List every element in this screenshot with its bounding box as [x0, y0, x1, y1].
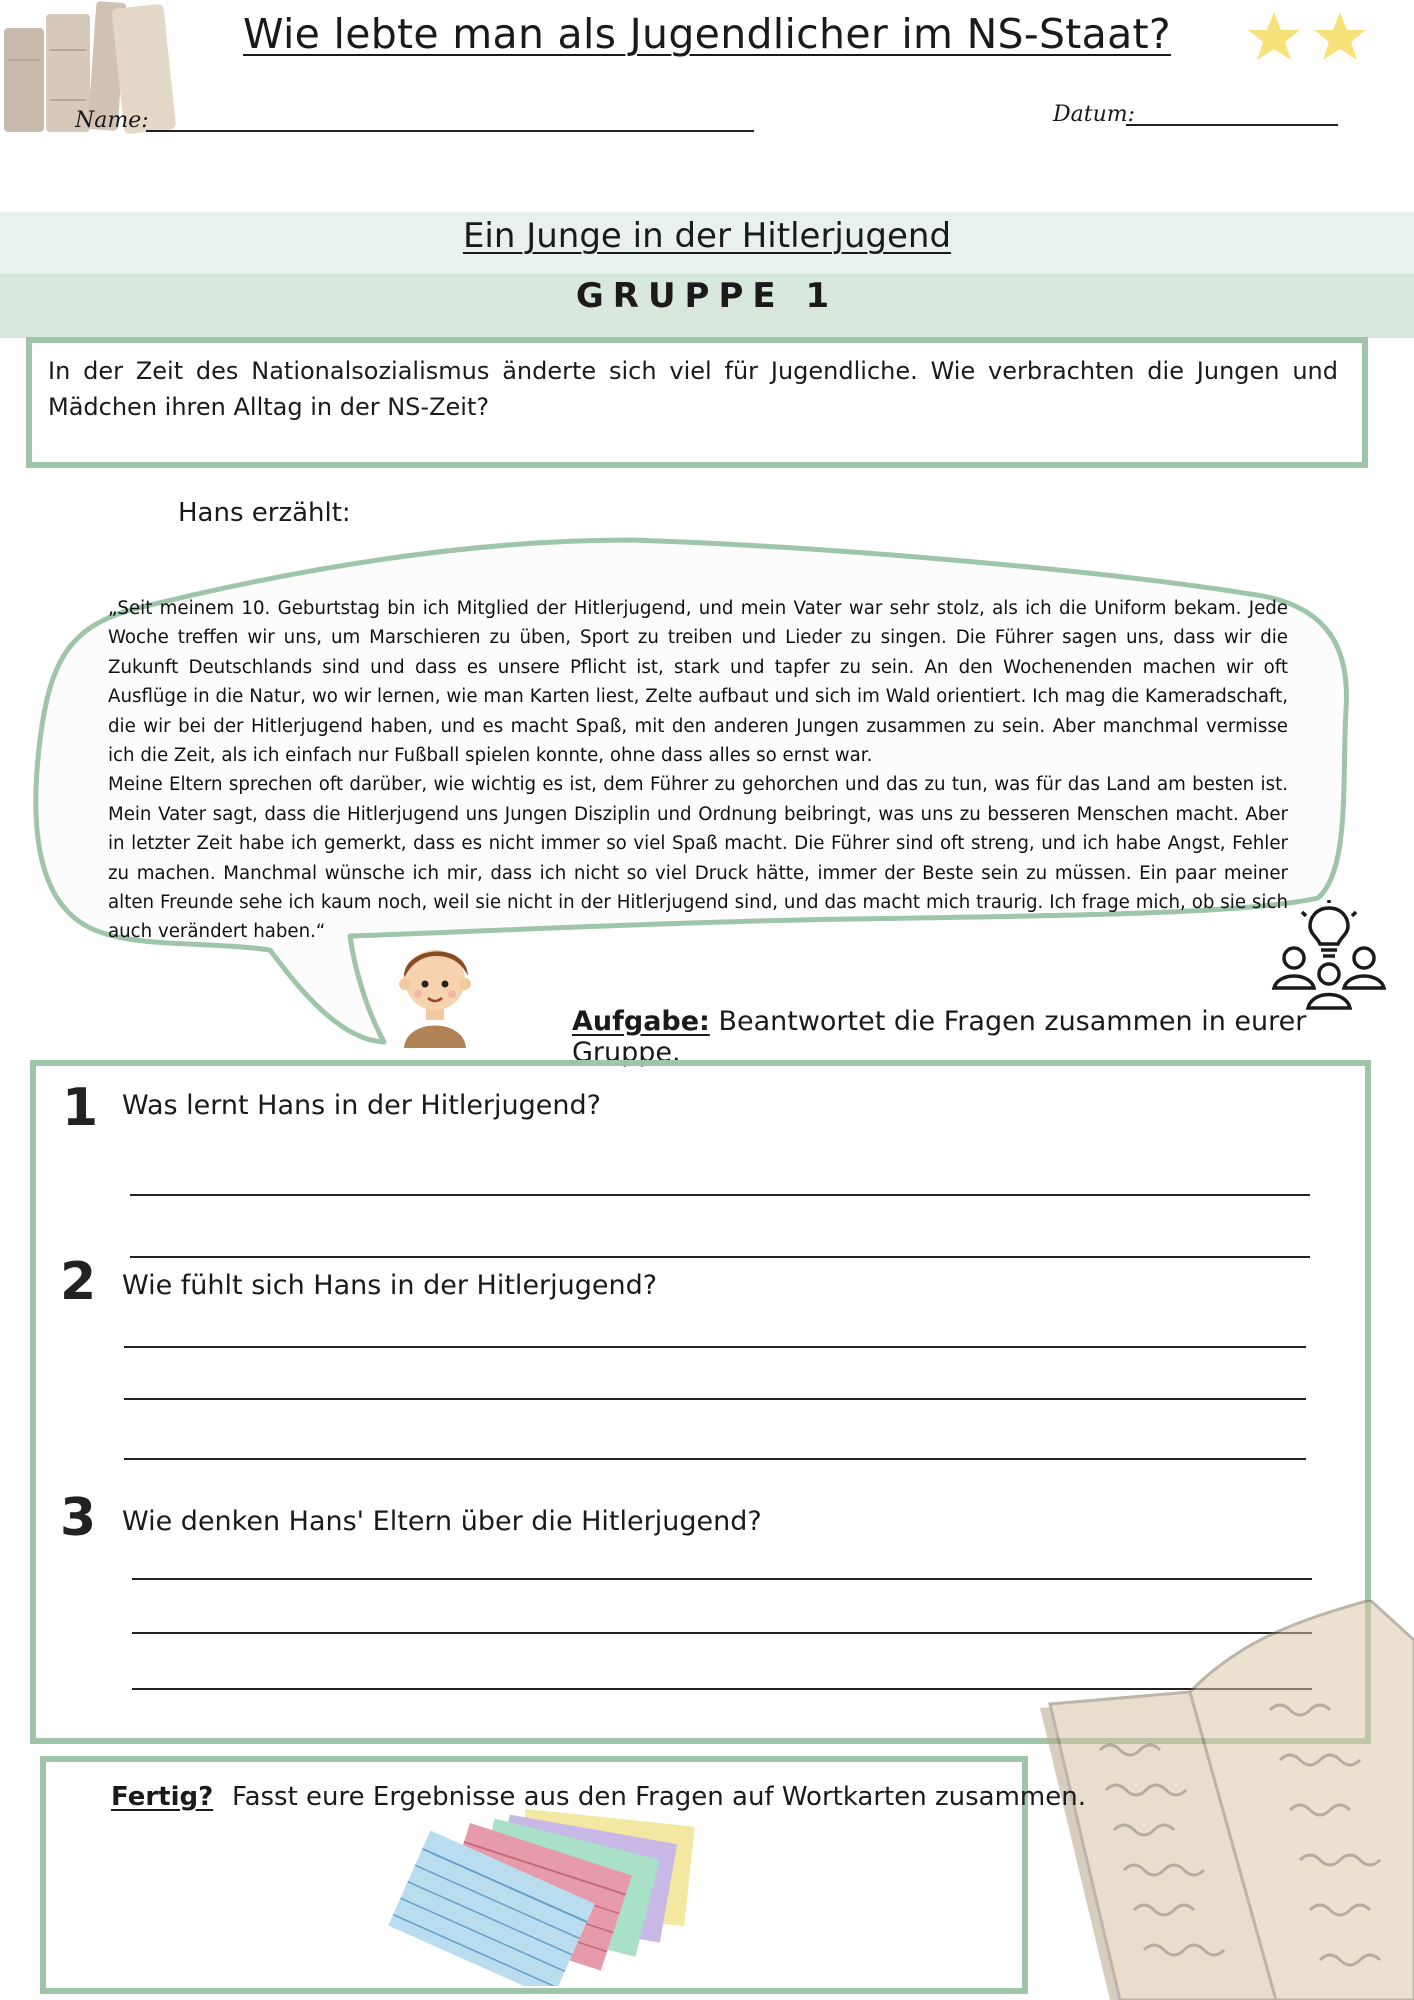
boy-illustration: [390, 934, 480, 1048]
fertig-label: Fertig?: [111, 1782, 214, 1812]
answer-line[interactable]: [124, 1398, 1306, 1400]
difficulty-stars: [1240, 8, 1380, 68]
answer-line[interactable]: [124, 1458, 1306, 1460]
task-text: Beantwortet die Fragen zusammen in eurer Gruppe.: [572, 1006, 1307, 1068]
group-idea-icon: [1270, 900, 1390, 1012]
page-title: Wie lebte man als Jugendlicher im NS-Staat?: [243, 10, 1171, 58]
story-paragraph: Meine Eltern sprechen oft darüber, wie wichtig es ist, dem Führer zu gehorchen und das zu tun, was für das Land am besten ist. Mein Vater sagt, dass die Hitlerjugend uns Jungen Disziplin und Ordnung beibringt, was uns zu besseren Menschen macht. Aber in letzter Zeit habe ich gemerkt, dass es nicht immer so viel Spaß macht. Die Führer sind oft streng, und ich habe Angst, Fehler zu machen. Manchmal wünsche ich mir, dass ich nicht so viel Druck hätte, immer der Beste sein zu müssen. Ein paar meiner alten Freunde sehe ich kaum noch, weil sie nicht in der Hitlerjugend sind, und das macht mich traurig. Ich frage mich, ob sie sich auch verändert haben.“: [108, 774, 1288, 943]
answer-line[interactable]: [124, 1346, 1306, 1348]
datum-input-line[interactable]: [1126, 124, 1338, 126]
index-cards-illustration: [370, 1806, 710, 1986]
intro-text: In der Zeit des Nationalsozialismus änderte sich viel für Jugendliche. Wie verbrachten die Jungen und Mädchen ihren Alltag in der NS-Zeit?: [48, 357, 1338, 421]
task-label: Aufgabe:: [572, 1006, 710, 1037]
question-text: Was lernt Hans in der Hitlerjugend?: [122, 1090, 601, 1121]
section-subtitle: Ein Junge in der Hitlerjugend: [462, 216, 952, 256]
question-text: Wie denken Hans' Eltern über die Hitlerjugend?: [122, 1506, 762, 1537]
star-icon: [1314, 12, 1366, 60]
fertig-text: Fasst eure Ergebnisse aus den Fragen auf Wortkarten zusammen.: [232, 1782, 1086, 1812]
answer-line[interactable]: [130, 1256, 1310, 1258]
answer-line[interactable]: [130, 1194, 1310, 1196]
question-text: Wie fühlt sich Hans in der Hitlerjugend?: [122, 1270, 658, 1301]
star-icon: [1248, 12, 1300, 60]
story-text: [108, 594, 1288, 947]
question-number: 3: [60, 1488, 97, 1548]
datum-label: Datum:: [1053, 102, 1136, 127]
speaker-label: Hans erzählt:: [178, 498, 351, 528]
task-instruction: [572, 1006, 1414, 1068]
open-book-illustration: [1040, 1600, 1414, 2000]
question-number: 1: [62, 1078, 99, 1138]
question-number: 2: [60, 1252, 97, 1312]
answer-line[interactable]: [132, 1578, 1312, 1580]
name-input-line[interactable]: [146, 130, 754, 132]
story-paragraph: „Seit meinem 10. Geburtstag bin ich Mitglied der Hitlerjugend, und mein Vater war sehr stolz, als ich die Uniform bekam. Jede Woche treffen wir uns, um Marschieren zu üben, Sport zu treiben und Lieder zu singen. Die Führer sagen uns, dass wir die Zukunft Deutschlands sind und dass es unsere Pflicht ist, stark und tapfer zu sein. An den Wochenenden machen wir oft Ausflüge in die Natur, wo wir lernen, wie man Karten liest, Zelte aufbaut und sich im Wald orientiert. Ich mag die Kameradschaft, die wir bei der Hitlerjugend haben, und es macht Spaß, mit den anderen Jungen zusammen zu sein. Aber manchmal vermisse ich die Zeit, als ich einfach nur Fußball spielen konnte, ohne dass alles so ernst war.: [108, 598, 1288, 767]
name-label: Name:: [75, 108, 149, 133]
group-heading: GRUPPE 1: [575, 276, 839, 316]
